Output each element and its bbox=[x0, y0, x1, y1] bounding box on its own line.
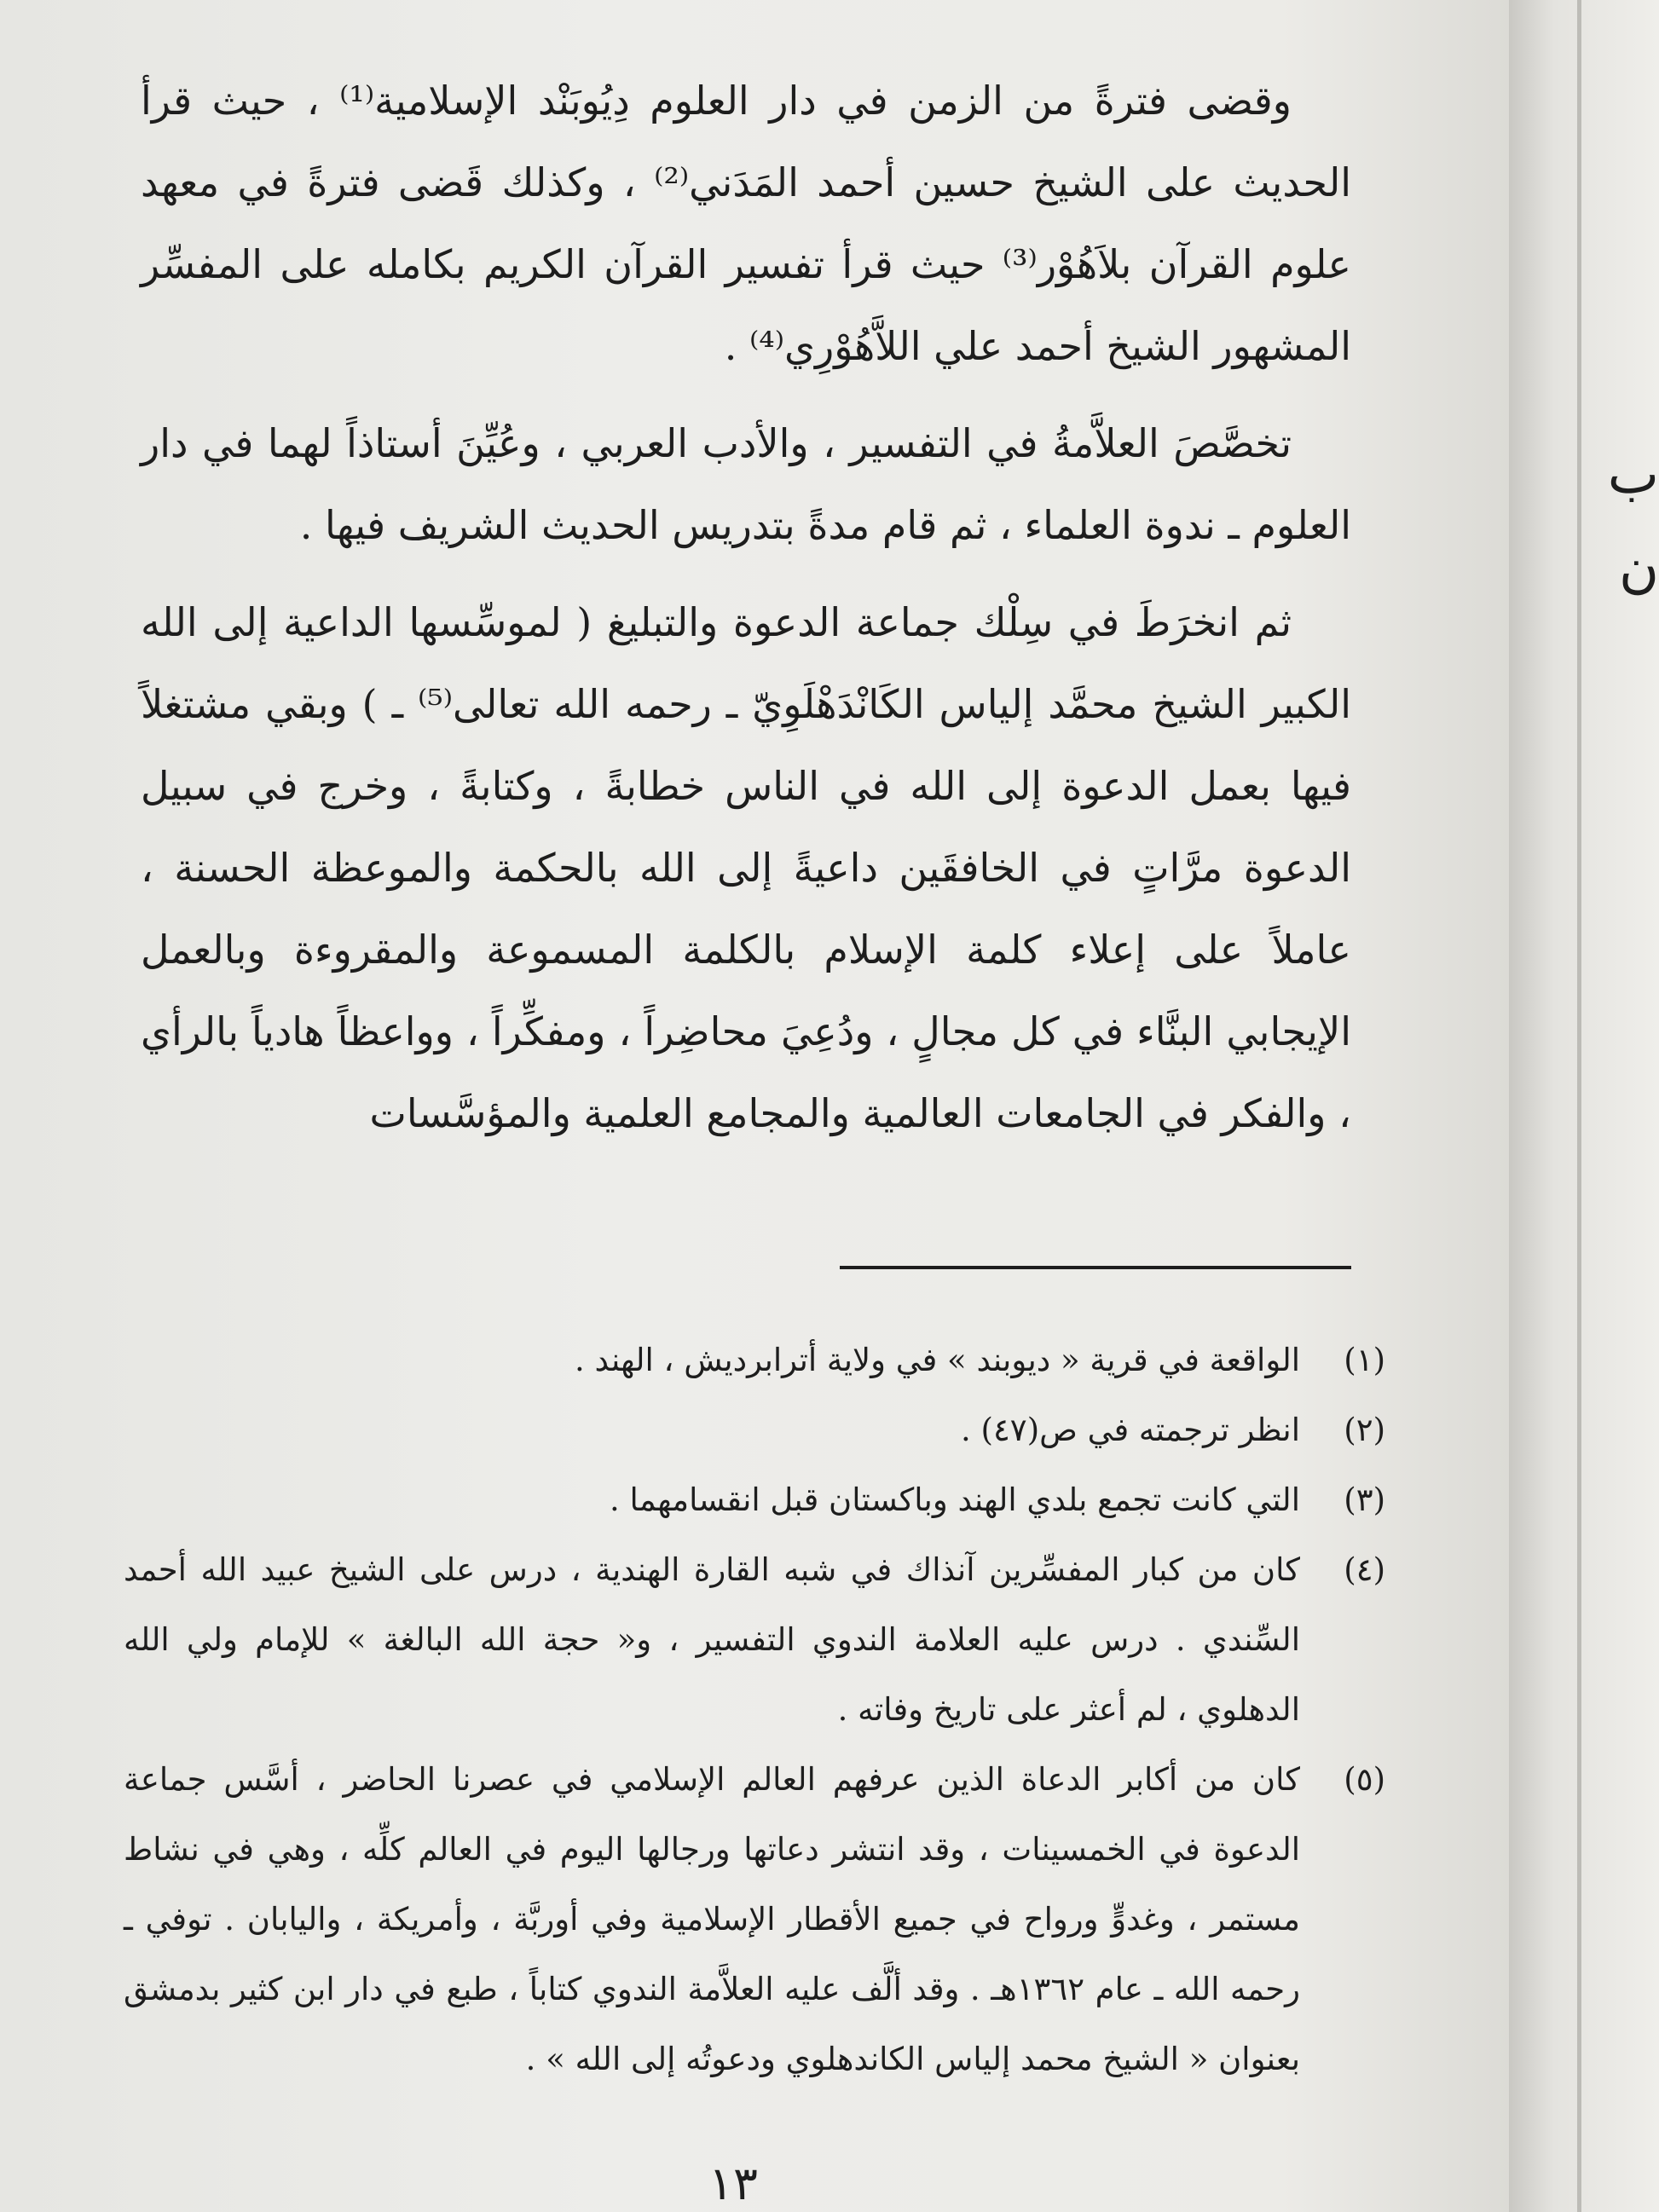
footnote-5 bbox=[124, 1745, 1385, 2094]
main-text bbox=[141, 60, 1351, 1170]
next-page-edge bbox=[1509, 0, 1659, 2212]
footnote-text: التي كانت تجمع بلدي الهند وباكستان قبل انقسامهما . bbox=[610, 1481, 1300, 1518]
footnotes bbox=[124, 1325, 1385, 2094]
footnote-2 bbox=[124, 1395, 1385, 1465]
next-page-fragment-1: ب bbox=[1607, 443, 1659, 506]
footnote-number: (٣) bbox=[1344, 1481, 1385, 1518]
footnote-number: (٥) bbox=[1344, 1761, 1385, 1798]
footnote-number: (٢) bbox=[1344, 1412, 1385, 1448]
footnote-3 bbox=[124, 1465, 1385, 1535]
footnote-text: انظر ترجمته في ص(٤٧) . bbox=[960, 1412, 1300, 1448]
footnote-4 bbox=[124, 1535, 1385, 1745]
footnote-number: (١) bbox=[1344, 1342, 1385, 1378]
next-page-fragment-2: ن bbox=[1619, 537, 1659, 600]
paragraph-1: وقضى فترةً من الزمن في دار العلوم دِيُوبَنْد الإسلامية⁽¹⁾ ، حيث قرأ الحديث على الشيخ حسين أحمد المَدَني⁽²⁾ ، وكذلك قَضى فترةً في معهد علوم القرآن بلاَهُوْر⁽³⁾ حيث قرأ تفسير القرآن الكريم بكامله على المفسِّر المشهور الشيخ أحمد علي اللاَّهُوْرِي⁽⁴⁾ . bbox=[141, 78, 1351, 369]
footnote-text: كان من أكابر الدعاة الذين عرفهم العالم الإسلامي في عصرنا الحاضر ، أسَّس جماعة الدعوة في الخمسينات ، وقد انتشر دعاتها ورجالها اليوم في العالم كلِّه ، وهي في نشاط مستمر ، وغدوٍّ ورواح في جميع الأقطار الإسلامية وفي أوربَّة ، وأمريكة ، واليابان . توفي ـ رحمه الله ـ عام ١٣٦٢هـ . وقد ألَّف عليه العلاَّمة الندوي كتاباً ، طبع في دار ابن كثير بدمشق بعنوان « الشيخ محمد إلياس الكاندهلوي ودعوتُه إلى الله » . bbox=[124, 1761, 1301, 2077]
footnote-1 bbox=[124, 1325, 1385, 1395]
footnote-separator bbox=[840, 1266, 1351, 1269]
footnote-text: كان من كبار المفسِّرين آنذاك في شبه القارة الهندية ، درس على الشيخ عبيد الله أحمد السِّندي . درس عليه العلامة الندوي التفسير ، و« حجة الله البالغة » للإمام ولي الله الدهلوي ، لم أعثر على تاريخ وفاته . bbox=[124, 1551, 1300, 1728]
paragraph-3: ثم انخرَطَ في سِلْك جماعة الدعوة والتبليغ ( لموسِّسها الداعية إلى الله الكبير الشيخ محمَّد إلياس الكَانْدَهْلَوِيّ ـ رحمه الله تعالى⁽⁵⁾ ـ ) وبقي مشتغلاً فيها بعمل الدعوة إلى الله في الناس خطابةً ، وكتابةً ، وخرج في سبيل الدعوة مرَّاتٍ في الخافقَين داعيةً إلى الله بالحكمة والموعظة الحسنة ، عاملاً على إعلاء كلمة الإسلام بالكلمة المسموعة والمقروءة وبالعمل الإيجابي البنَّاء في كل مجالٍ ، ودُعِيَ محاضِراً ، ومفكِّراً ، وواعظاً هادياً بالرأي ، والفكر في الجامعات العالمية والمجامع العلمية والمؤسَّسات bbox=[141, 599, 1352, 1136]
paragraph-2: تخصَّصَ العلاَّمةُ في التفسير ، والأدب العربي ، وعُيِّنَ أستاذاً لهما في دار العلوم ـ ندوة العلماء ، ثم قام مدةً بتدريس الحديث الشريف فيها . bbox=[141, 420, 1351, 548]
footnote-text: الواقعة في قرية « ديوبند » في ولاية أترابرديش ، الهند . bbox=[575, 1342, 1300, 1378]
page-gutter-line bbox=[1577, 0, 1581, 2212]
page-number: ١٣ bbox=[708, 2157, 758, 2210]
footnote-number: (٤) bbox=[1344, 1551, 1385, 1588]
